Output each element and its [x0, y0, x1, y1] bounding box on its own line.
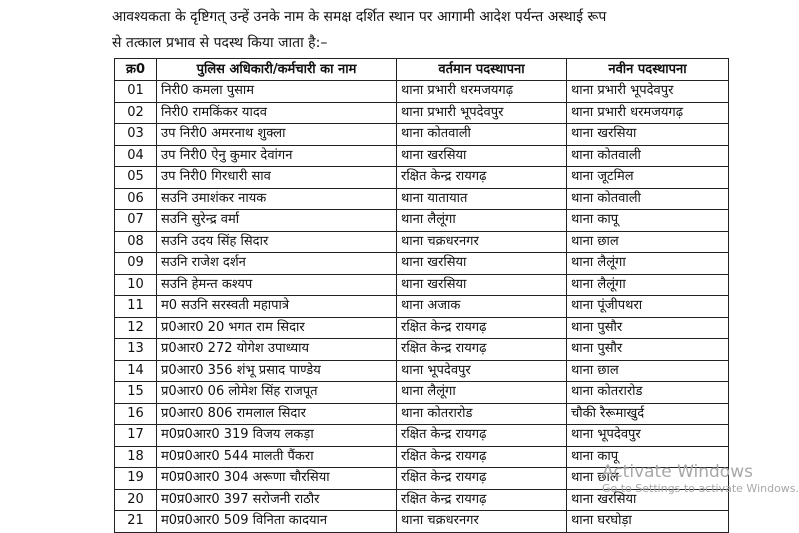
cell-name: सउनि उमाशंकर नायक: [157, 188, 397, 210]
cell-serial: 19: [115, 468, 157, 490]
cell-name: म0प्र0आर0 544 मालती पैंकरा: [157, 446, 397, 468]
table-row: [115, 124, 729, 146]
cell-serial: 06: [115, 188, 157, 210]
cell-current-posting: रक्षित केन्द्र रायगढ़: [397, 489, 567, 511]
table-row: [115, 296, 729, 318]
cell-current-posting: रक्षित केन्द्र रायगढ़: [397, 446, 567, 468]
cell-new-posting: थाना खरसिया: [567, 124, 729, 146]
cell-serial: 12: [115, 317, 157, 339]
posting-table-container: [114, 58, 728, 528]
cell-current-posting: थाना यातायात: [397, 188, 567, 210]
cell-name: सउनि राजेश दर्शन: [157, 253, 397, 275]
table-body: [115, 81, 729, 533]
table-row: [115, 360, 729, 382]
cell-new-posting: थाना छाल: [567, 231, 729, 253]
cell-current-posting: थाना खरसिया: [397, 274, 567, 296]
cell-name: म0प्र0आर0 304 अरूणा चौरसिया: [157, 468, 397, 490]
header-new-posting: नवीन पदस्थापना: [567, 59, 729, 81]
posting-table: [114, 58, 729, 533]
cell-current-posting: रक्षित केन्द्र रायगढ़: [397, 167, 567, 189]
cell-name: उप निरी0 ऐनु कुमार देवांगन: [157, 145, 397, 167]
cell-name: सउनि सुरेन्द्र वर्मा: [157, 210, 397, 232]
cell-serial: 13: [115, 339, 157, 361]
cell-current-posting: थाना प्रभारी भूपदेवपुर: [397, 102, 567, 124]
table-row: [115, 274, 729, 296]
table-row: [115, 468, 729, 490]
cell-new-posting: थाना पुसौर: [567, 339, 729, 361]
cell-name: प्र0आर0 06 लोमेश सिंह राजपूत: [157, 382, 397, 404]
cell-new-posting: थाना घरघोड़ा: [567, 511, 729, 533]
cell-serial: 02: [115, 102, 157, 124]
cell-serial: 20: [115, 489, 157, 511]
table-row: [115, 511, 729, 533]
cell-current-posting: थाना कोतवाली: [397, 124, 567, 146]
cell-serial: 04: [115, 145, 157, 167]
table-row: [115, 253, 729, 275]
cell-new-posting: थाना खरसिया: [567, 489, 729, 511]
table-row: [115, 167, 729, 189]
cell-current-posting: थाना चक्रधरनगर: [397, 231, 567, 253]
table-row: [115, 317, 729, 339]
cell-current-posting: रक्षित केन्द्र रायगढ़: [397, 339, 567, 361]
cell-new-posting: थाना लैलूंगा: [567, 253, 729, 275]
cell-serial: 16: [115, 403, 157, 425]
cell-serial: 18: [115, 446, 157, 468]
cell-serial: 14: [115, 360, 157, 382]
cell-name: उप निरी0 अमरनाथ शुक्ला: [157, 124, 397, 146]
table-row: [115, 231, 729, 253]
cell-serial: 03: [115, 124, 157, 146]
cell-current-posting: थाना भूपदेवपुर: [397, 360, 567, 382]
cell-name: निरी0 कमला पुसाम: [157, 81, 397, 103]
cell-current-posting: थाना चक्रधरनगर: [397, 511, 567, 533]
cell-serial: 17: [115, 425, 157, 447]
cell-new-posting: थाना जूटमिल: [567, 167, 729, 189]
cell-new-posting: थाना पूंजीपथरा: [567, 296, 729, 318]
cell-serial: 09: [115, 253, 157, 275]
watermark-title: Activate Windows: [602, 462, 753, 482]
table-row: [115, 145, 729, 167]
cell-name: उप निरी0 गिरधारी साव: [157, 167, 397, 189]
cell-current-posting: थाना लैलूंगा: [397, 210, 567, 232]
intro-paragraph: [112, 4, 752, 56]
cell-new-posting: चौकी रैरूमाखुर्द: [567, 403, 729, 425]
cell-current-posting: थाना अजाक: [397, 296, 567, 318]
cell-new-posting: थाना कोतवाली: [567, 188, 729, 210]
table-row: [115, 102, 729, 124]
table-row: [115, 425, 729, 447]
cell-name: म0प्र0आर0 397 सरोजनी राठौर: [157, 489, 397, 511]
cell-new-posting: थाना छाल: [567, 468, 729, 490]
cell-name: म0 सउनि सरस्वती महापात्रे: [157, 296, 397, 318]
cell-serial: 11: [115, 296, 157, 318]
table-row: [115, 403, 729, 425]
table-row: [115, 188, 729, 210]
cell-serial: 21: [115, 511, 157, 533]
cell-current-posting: थाना खरसिया: [397, 253, 567, 275]
cell-name: म0प्र0आर0 319 विजय लकड़ा: [157, 425, 397, 447]
cell-current-posting: थाना खरसिया: [397, 145, 567, 167]
intro-line-1: आवश्यकता के दृष्टिगत् उन्हें उनके नाम के समक्ष दर्शित स्थान पर आगामी आदेश पर्यन्त अस्थाई रूप: [112, 9, 607, 25]
cell-name: प्र0आर0 356 शंभू प्रसाद पाण्डेय: [157, 360, 397, 382]
cell-serial: 15: [115, 382, 157, 404]
cell-name: प्र0आर0 806 रामलाल सिदार: [157, 403, 397, 425]
cell-new-posting: थाना प्रभारी भूपदेवपुर: [567, 81, 729, 103]
cell-current-posting: थाना लैलूंगा: [397, 382, 567, 404]
cell-current-posting: थाना कोतरारोड: [397, 403, 567, 425]
header-current-posting: वर्तमान पदस्थापना: [397, 59, 567, 81]
table-row: [115, 382, 729, 404]
cell-serial: 07: [115, 210, 157, 232]
cell-new-posting: थाना कोतवाली: [567, 145, 729, 167]
cell-current-posting: रक्षित केन्द्र रायगढ़: [397, 468, 567, 490]
header-serial: क्र0: [115, 59, 157, 81]
cell-name: सउनि हेमन्त कश्यप: [157, 274, 397, 296]
cell-new-posting: थाना प्रभारी धरमजयगढ़: [567, 102, 729, 124]
table-row: [115, 81, 729, 103]
cell-current-posting: रक्षित केन्द्र रायगढ़: [397, 425, 567, 447]
intro-line-2: से तत्काल प्रभाव से पदस्थ किया जाता है:–: [112, 35, 328, 51]
table-row: [115, 210, 729, 232]
cell-new-posting: थाना कापू: [567, 446, 729, 468]
cell-name: सउनि उदय सिंह सिदार: [157, 231, 397, 253]
cell-serial: 01: [115, 81, 157, 103]
cell-new-posting: थाना भूपदेवपुर: [567, 425, 729, 447]
cell-new-posting: थाना कोतरारोड: [567, 382, 729, 404]
cell-name: निरी0 रामकिंकर यादव: [157, 102, 397, 124]
cell-new-posting: थाना कापू: [567, 210, 729, 232]
cell-new-posting: थाना पुसौर: [567, 317, 729, 339]
table-header-row: [115, 59, 729, 81]
table-row: [115, 489, 729, 511]
cell-serial: 08: [115, 231, 157, 253]
cell-current-posting: रक्षित केन्द्र रायगढ़: [397, 317, 567, 339]
cell-current-posting: थाना प्रभारी धरमजयगढ़: [397, 81, 567, 103]
cell-serial: 10: [115, 274, 157, 296]
table-row: [115, 339, 729, 361]
cell-name: म0प्र0आर0 509 विनिता कादयान: [157, 511, 397, 533]
cell-name: प्र0आर0 20 भगत राम सिदार: [157, 317, 397, 339]
cell-name: प्र0आर0 272 योगेश उपाध्याय: [157, 339, 397, 361]
table-row: [115, 446, 729, 468]
cell-new-posting: थाना छाल: [567, 360, 729, 382]
cell-new-posting: थाना लैलूंगा: [567, 274, 729, 296]
header-name: पुलिस अधिकारी/कर्मचारी का नाम: [157, 59, 397, 81]
cell-serial: 05: [115, 167, 157, 189]
watermark-subtitle: Go to Settings to activate Windows.: [602, 482, 799, 495]
